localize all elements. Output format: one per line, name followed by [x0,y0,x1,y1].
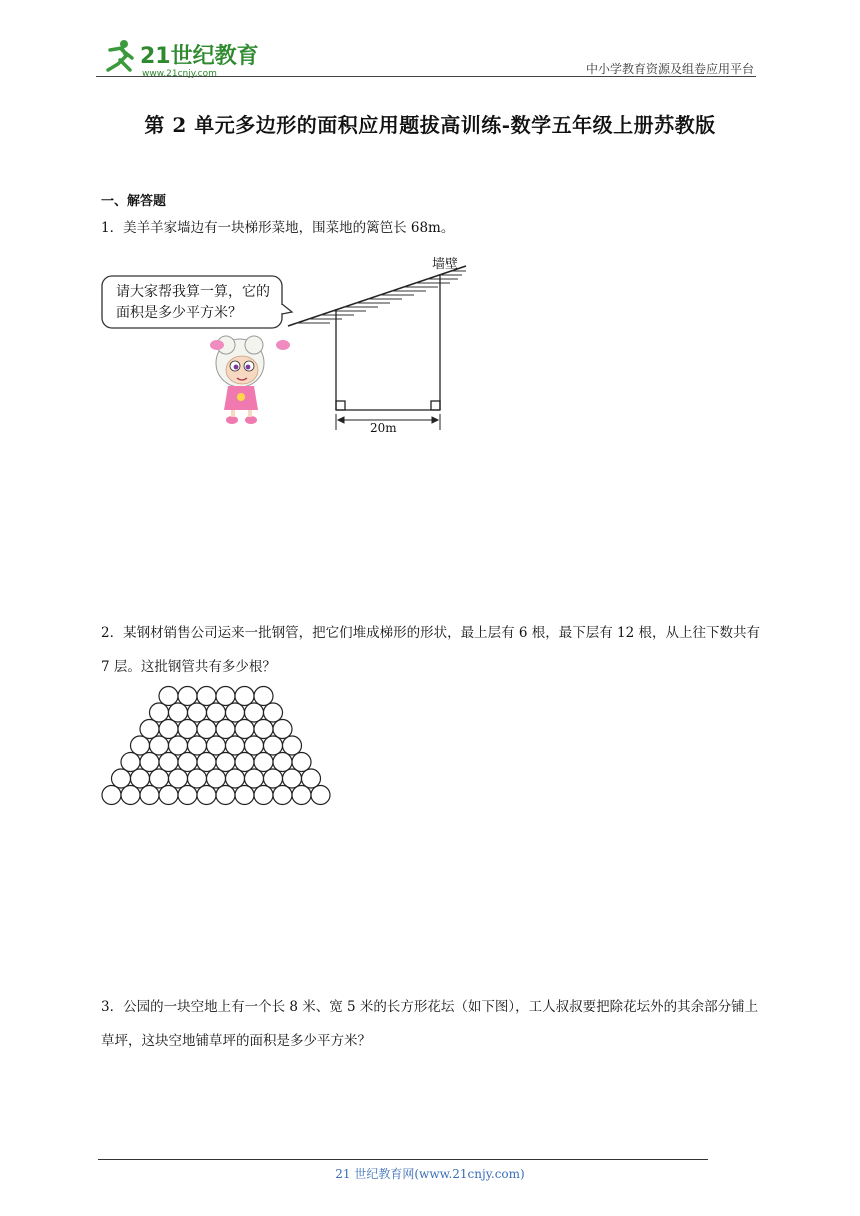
pipe-circle [159,687,178,706]
pipe-circle [159,720,178,739]
pipe-circle [226,769,245,788]
pipe-circle [216,720,235,739]
pipe-circle [150,769,169,788]
runner-icon [108,40,132,70]
pipe-circle [178,720,197,739]
pipe-circle [159,753,178,772]
pipe-circle [197,786,216,805]
pipe-circle [207,736,226,755]
pipe-circle [302,769,321,788]
pipe-circle [131,769,150,788]
pipe-circle [169,736,188,755]
pipe-circle [283,736,302,755]
pipe-circle [178,786,197,805]
pipe-circle [197,720,216,739]
pipe-circle [216,753,235,772]
wall-line [288,266,466,326]
dimension-label: 20m [370,421,397,435]
pipe-circle [292,753,311,772]
pipe-circle [254,753,273,772]
sheep-character-icon [210,336,290,424]
pipe-circle [197,753,216,772]
pipe-circle [188,703,207,722]
pipe-circle [254,786,273,805]
pipe-circle [235,687,254,706]
pipe-circle [178,753,197,772]
pipe-circle [235,720,254,739]
speech-bubble-text: 请大家帮我算一算，它的面积是多少平方米？ [116,284,270,321]
pipe-circle [283,769,302,788]
page-title: 第 2 单元多边形的面积应用题拔高训练-数学五年级上册苏教版 [144,113,716,137]
pipe-circle [273,753,292,772]
pipe-circle [140,753,159,772]
pipe-circle [264,703,283,722]
pipe-circle [254,720,273,739]
trapezoid-garden-figure [96,250,486,435]
pipe-circle [150,736,169,755]
pipe-circle [121,786,140,805]
pipe-circle [207,769,226,788]
question-1: 1．美羊羊家墙边有一块梯形菜地，围菜地的篱笆长 68m。 [101,220,455,236]
pipe-circle [216,687,235,706]
pipe-circle [140,786,159,805]
pipe-circle [131,736,150,755]
pipe-circle [273,720,292,739]
pipe-circle [264,769,283,788]
pipe-circle [264,736,283,755]
pipe-stack-figure [96,684,336,814]
footer-divider [98,1159,708,1160]
pipe-circle [159,786,178,805]
header-platform-text: 中小学教育资源及组卷应用平台 [585,62,754,76]
logo-url: www.21cnjy.com [142,69,217,79]
logo-text: 21世纪教育 [140,44,259,69]
pipe-circle [235,753,254,772]
pipe-circle [140,720,159,739]
pipe-circle [188,769,207,788]
pipe-circle [273,786,292,805]
pipe-circle [150,703,169,722]
pipe-circle [121,753,140,772]
pipe-circle [226,736,245,755]
pipe-circle [311,786,330,805]
pipe-circle [226,703,245,722]
pipe-circle [245,769,264,788]
section-heading: 一、解答题 [101,194,167,209]
header-divider [96,76,756,77]
footer-source: 21 世纪教育网(www.21cnjy.com) [335,1167,525,1181]
pipe-circle [197,687,216,706]
pipe-circle [169,769,188,788]
pipe-circle [112,769,131,788]
pipe-circle [102,786,121,805]
pipe-circle [178,687,197,706]
wall-label: 墙壁 [432,257,459,272]
pipe-circle [292,786,311,805]
pipe-circle [245,736,264,755]
question-3: 3．公园的一块空地上有一个长 8 米、宽 5 米的长方形花坛（如下图），工人叔叔要把除花坛外的其余部分铺上草坪，这块空地铺草坪的面积是多少平方米？ [101,999,759,1049]
pipe-circle [235,786,254,805]
question-2: 2．某钢材销售公司运来一批钢管，把它们堆成梯形的形状，最上层有 6 根，最下层有 12 根，从上往下数共有 7 层。这批钢管共有多少根？ [101,625,761,675]
brand-logo [96,36,266,80]
pipe-circle [254,687,273,706]
pipe-circle [169,703,188,722]
pipe-circle [216,786,235,805]
pipe-circle [245,703,264,722]
pipe-circle [188,736,207,755]
pipe-circle [207,703,226,722]
